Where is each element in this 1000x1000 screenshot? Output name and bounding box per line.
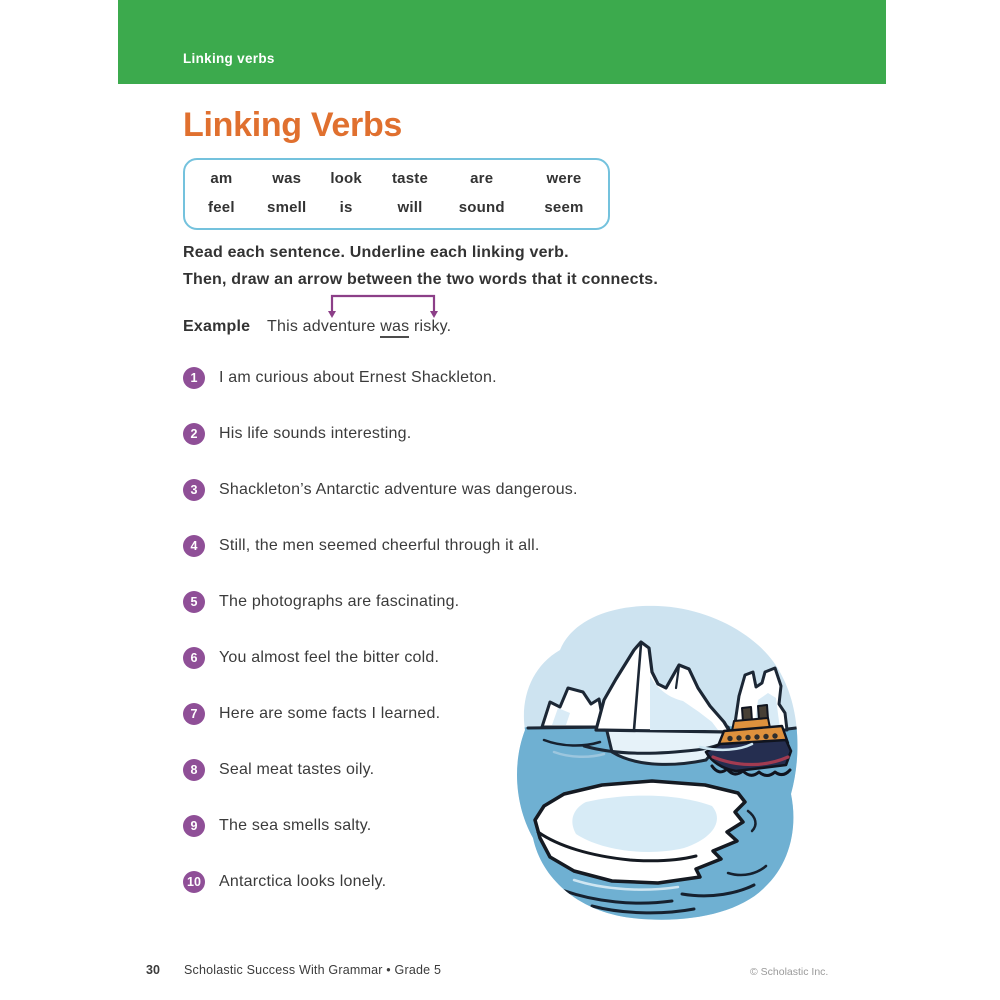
example-pre-text: This adventure	[267, 318, 381, 335]
item-sentence: I am curious about Ernest Shackleton.	[219, 369, 497, 386]
instruction-line-2: Then, draw an arrow between the two words that it connects.	[183, 271, 658, 288]
verb-word: were	[546, 170, 582, 187]
iceberg-ship-illustration	[500, 580, 820, 930]
verb-word: sound	[458, 199, 505, 216]
banner-label: Linking verbs	[183, 51, 275, 66]
item-sentence: Here are some facts I learned.	[219, 705, 441, 722]
verb-word: are	[470, 170, 494, 187]
item-sentence: You almost feel the bitter cold.	[219, 649, 440, 666]
footer-copyright: © Scholastic Inc.	[750, 966, 829, 978]
example-arrow-bracket-icon	[328, 292, 438, 318]
item-number-badge: 5	[183, 591, 205, 613]
verb-box	[183, 158, 610, 230]
item-sentence: The sea smells salty.	[219, 817, 372, 834]
item-number-badge: 7	[183, 703, 205, 725]
item-number-badge: 2	[183, 423, 205, 445]
verb-word: seem	[544, 199, 584, 216]
instruction-line-1: Read each sentence. Underline each linking verb.	[183, 244, 569, 261]
list-item	[183, 367, 578, 389]
item-number-badge: 8	[183, 759, 205, 781]
item-number-badge: 4	[183, 535, 205, 557]
example-post-text: risky.	[409, 318, 452, 335]
footer-book-title: Scholastic Success With Grammar • Grade 5	[184, 963, 442, 977]
item-number-badge: 6	[183, 647, 205, 669]
footer-page-number: 30	[146, 963, 160, 977]
item-sentence: Seal meat tastes oily.	[219, 761, 375, 778]
item-sentence: Still, the men seemed cheerful through it all.	[219, 537, 540, 554]
item-sentence: Shackleton’s Antarctic adventure was dangerous.	[219, 481, 578, 498]
item-sentence: His life sounds interesting.	[219, 425, 412, 442]
verb-word: will	[397, 199, 423, 216]
item-number-badge: 10	[183, 871, 205, 893]
item-sentence: Antarctica looks lonely.	[219, 873, 387, 890]
list-item	[183, 535, 578, 557]
verb-word: was	[272, 170, 302, 187]
item-number-badge: 9	[183, 815, 205, 837]
page-title: Linking Verbs	[183, 106, 403, 144]
item-sentence: The photographs are fascinating.	[219, 593, 460, 610]
list-item	[183, 479, 578, 501]
item-number-badge: 1	[183, 367, 205, 389]
example-sentence	[267, 318, 451, 338]
verb-word: smell	[267, 199, 307, 216]
list-item	[183, 423, 578, 445]
verb-word: am	[210, 170, 233, 187]
item-number-badge: 3	[183, 479, 205, 501]
instructions	[183, 239, 658, 293]
header-banner	[118, 0, 886, 84]
verb-word: taste	[391, 170, 429, 187]
verb-word: is	[339, 199, 353, 216]
verb-word: feel	[208, 199, 235, 216]
example-linking-verb: was	[380, 319, 409, 338]
verb-word: look	[330, 170, 362, 187]
example-label: Example	[183, 318, 251, 335]
